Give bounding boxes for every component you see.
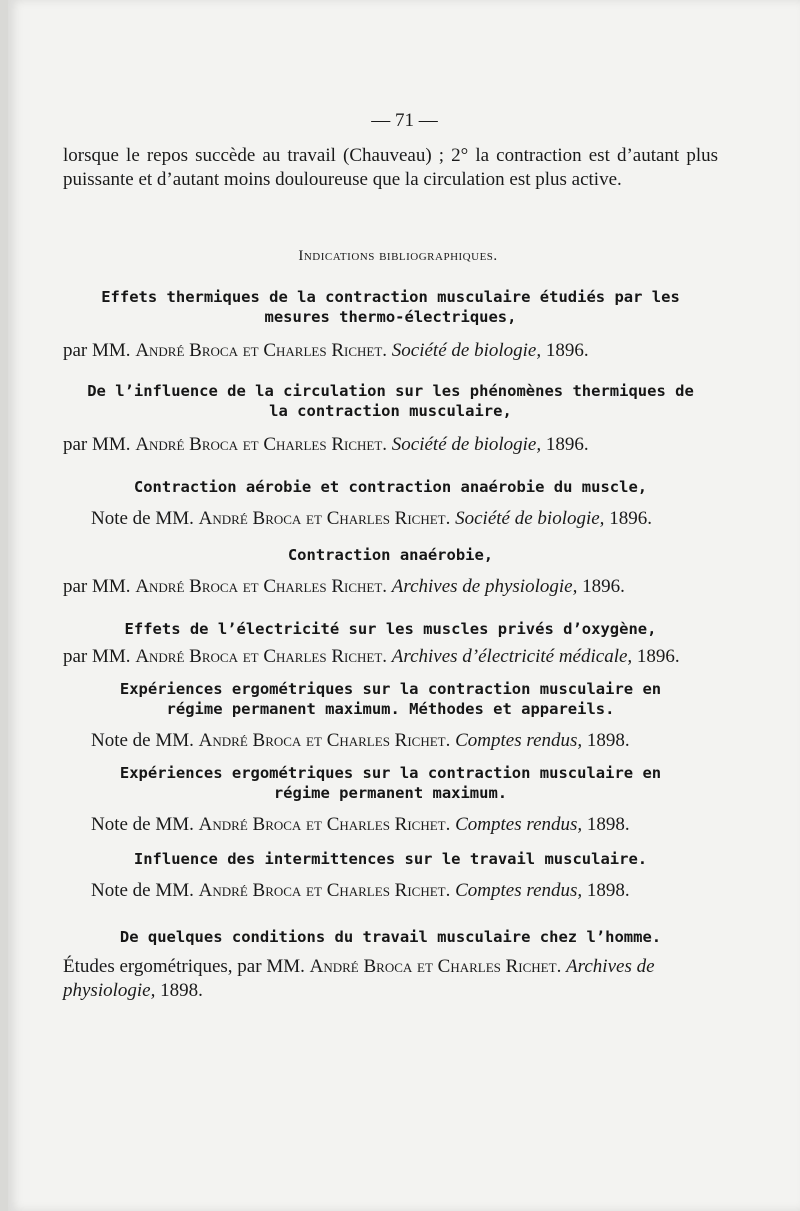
entry-citation [63, 433, 718, 457]
bibliography-entry [63, 619, 718, 669]
citation-prefix: Note de MM. [91, 508, 199, 529]
entry-citation [63, 729, 718, 753]
entry-title: Expériences ergométriques sur la contraction musculaire en régime permanent maximum. [119, 764, 662, 802]
entry-title: Influence des intermittences sur le travail musculaire. [133, 850, 648, 868]
citation-authors: André Broca et Charles Richet. [135, 646, 388, 667]
citation-prefix: par MM. [63, 646, 136, 667]
bibliography-entry [63, 287, 718, 363]
entry-title: De quelques conditions du travail musculaire chez l’homme. [119, 928, 662, 946]
entry-title: De l’influence de la circulation sur les phénomènes thermiques de la contraction musculaire, [87, 382, 694, 420]
citation-authors: André Broca et Charles Richet. [198, 814, 451, 835]
citation-prefix: Études ergométriques, par MM. [63, 956, 310, 977]
citation-prefix: Note de MM. [91, 814, 199, 835]
citation-year: 1896. [582, 576, 625, 597]
intro-paragraph: lorsque le repos succède au travail (Chauveau) ; 2° la contraction est d’autant plus puissante et d’autant moins douloureuse que la circulation est plus active. [63, 145, 718, 190]
citation-year: 1896. [636, 646, 680, 667]
citation-authors: André Broca et Charles Richet. [198, 508, 451, 529]
bibliography-entry [63, 763, 718, 837]
entry-title: Contraction anaérobie, [287, 546, 494, 564]
entry-citation [63, 507, 718, 531]
citation-prefix: Note de MM. [91, 730, 199, 751]
entry-title: Expériences ergométriques sur la contraction musculaire en régime permanent maximum. Méthodes et appareils. [119, 680, 662, 718]
citation-year: 1898. [586, 730, 630, 751]
entry-citation [63, 813, 718, 837]
citation-prefix: Note de MM. [91, 880, 199, 901]
bibliography-entry [63, 477, 718, 531]
entry-title: Contraction aérobie et contraction anaérobie du muscle, [133, 478, 648, 496]
citation-source: Comptes rendus, [455, 730, 583, 751]
document-page [8, 0, 800, 1211]
citation-authors: André Broca et Charles Richet. [135, 434, 388, 455]
bibliography-entry [63, 679, 718, 753]
citation-authors: André Broca et Charles Richet. [135, 576, 388, 597]
citation-year: 1898. [586, 880, 630, 901]
citation-prefix: par MM. [63, 434, 136, 455]
citation-year: 1896. [545, 340, 589, 361]
page-number: — 71 — [371, 110, 438, 131]
entry-citation [63, 955, 718, 1003]
citation-prefix: par MM. [63, 340, 136, 361]
entry-citation [63, 339, 718, 363]
page-content [63, 110, 718, 1003]
citation-year: 1898. [160, 980, 203, 1001]
entry-citation [63, 575, 718, 599]
entry-title: Effets thermiques de la contraction musculaire étudiés par les mesures thermo-électriques, [101, 288, 680, 326]
bibliography-entry [63, 545, 718, 599]
citation-year: 1896. [545, 434, 589, 455]
section-heading: Indications bibliographiques. [298, 248, 498, 264]
citation-source: Archives de physiologie, [63, 956, 655, 1001]
citation-authors: André Broca et Charles Richet. [309, 956, 562, 977]
citation-authors: André Broca et Charles Richet. [198, 730, 451, 751]
citation-source: Société de biologie, [391, 340, 542, 361]
entry-citation [63, 879, 718, 903]
citation-source: Archives de physiologie, [391, 576, 578, 597]
bibliography-entry [63, 849, 718, 903]
entry-citation [63, 645, 718, 669]
citation-authors: André Broca et Charles Richet. [135, 340, 388, 361]
citation-authors: André Broca et Charles Richet. [198, 880, 451, 901]
citation-year: 1896. [609, 508, 652, 529]
citation-year: 1898. [586, 814, 630, 835]
citation-source: Société de biologie, [391, 434, 542, 455]
citation-source: Archives d’électricité médicale, [391, 646, 633, 667]
citation-source: Comptes rendus, [455, 814, 583, 835]
entry-title: Effets de l’électricité sur les muscles privés d’oxygène, [124, 620, 657, 638]
bibliography-entry [63, 381, 718, 457]
bibliography-entry [63, 927, 718, 1003]
citation-source: Société de biologie, [455, 508, 605, 529]
citation-source: Comptes rendus, [455, 880, 583, 901]
citation-prefix: par MM. [63, 576, 136, 597]
